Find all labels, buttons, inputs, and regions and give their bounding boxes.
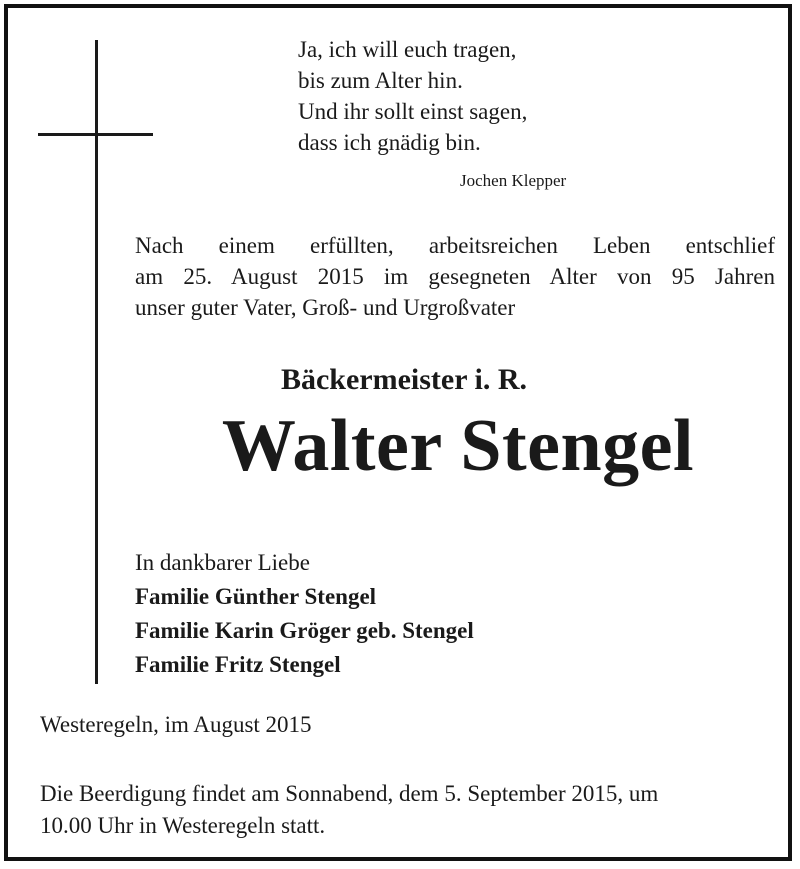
family-name: Familie Fritz Stengel [135, 652, 341, 677]
poem-line: Und ihr sollt einst sagen, [298, 99, 528, 124]
poem-line: Ja, ich will euch tragen, [298, 37, 517, 62]
deceased-title: Bäckermeister i. R. [280, 363, 528, 396]
poem-author: Jochen Klepper [460, 171, 567, 190]
family-name: Familie Karin Gröger geb. Stengel [135, 618, 474, 643]
mourners-intro: In dankbarer Liebe [135, 550, 310, 575]
obituary-frame [4, 4, 792, 861]
death-announcement [135, 230, 775, 323]
deceased-name: Walter Stengel [221, 405, 695, 487]
place-and-date: Westeregeln, im August 2015 [40, 712, 312, 737]
poem-verse [298, 34, 527, 158]
poem-line: dass ich gnädig bin. [298, 130, 481, 155]
funeral-line: 10.00 Uhr in Westeregeln statt. [40, 813, 326, 838]
funeral-line: Die Beerdigung findet am Sonnabend, dem 5. September 2015, um [40, 781, 659, 806]
family-name: Familie Günther Stengel [135, 584, 377, 609]
announcement-line: unser guter Vater, Groß- und Urgroßvater [135, 295, 516, 320]
announcement-line: Nach einem erfüllten, arbeitsreichen Leben entschlief [135, 233, 775, 258]
announcement-line: am 25. August 2015 im gesegneten Alter von 95 Jahren [135, 264, 775, 289]
cross-vertical-beam [95, 40, 98, 684]
funeral-notice [40, 778, 770, 842]
mourners-block [135, 546, 474, 682]
poem-line: bis zum Alter hin. [298, 68, 463, 93]
cross-horizontal-beam [38, 133, 153, 136]
